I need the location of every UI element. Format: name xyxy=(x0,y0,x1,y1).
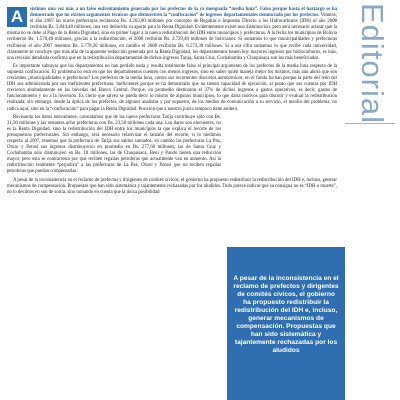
paragraph-text: A pesar de la inconsistencia en el reclamo de prefectos y dirigentes de comités cívicos, el gobierno ha propuesto redistribuir la redistribución del IDH e, incluso, generar mecanismos de compensación. Propuestas que han sido sistemática y tajantemente rechazadas por los aludidos. Todo parece indicar que su consigna no es “IDH o muerte”, no lo decimos en son de sorna, sino tomando en cuenta que la única posibilidad xyxy=(7,177,337,195)
paragraph-lead: sistimos una vez más a un falso enfrentamiento generado por los prefectos de la ya menguada “media luna”. Falso porque hasta el hartazgo se ha demostrado que no existen argumentos técnicos que demuestren la “confiscación” de ingresos departamentales denunciada por los prefectos. xyxy=(30,7,337,19)
section-title: Editorial xyxy=(355,2,390,124)
paragraph-text: Es importante subrayar que los departamentos no han perdido nada y resulta totalmente falso el principal argumento de los prefectos de la media luna respecto de la supuesta confiscación. El problema no está en que los departamentos cuenten con menos ingresos, sino en saber quién maneja mejor los mismos, más aún ahora que son crecientes ¿municipalidades o prefecturas? Los prefectos de la media luna, contra sus recurrentes discursos autonómicos, en el fondo luchan porque la parte del león del IDH sea administrada por sus ineficientes prefecturas. Ineficientes porque se ha demostrado que no tienen capacidad de ejecución, al punto que sus cuentas por IDH crecieron abultadamente en las bóvedas del Banco Central. Porque, en promedio destinaron el 37% de dichos ingresos a gastos operativos, es decir, gastos de funcionamiento y no a la inversión. Es cierto que talvez se pueda decir lo mismo de algunos municipios, lo que daría motivos para discutir y evaluar la redistribución realizada; sin embargo, desde la óptica de los prefectos, de algunos analistas y por supuesto, de los medios de comunicación a su servicio, el meollo del problema, no radica aquí, sino en la “confiscación” para pagar la Renta Dignidad. Posición que a nuestro juicio tampoco tiene asidero. xyxy=(7,63,337,112)
paragraph-2 xyxy=(7,64,337,113)
paragraph-1 xyxy=(7,7,337,62)
paragraph-3 xyxy=(7,115,221,176)
article-body xyxy=(7,7,337,198)
pull-quote: A pesar de la inconsistencia en el reclamo de prefectos y dirigentes de comités cívicos, el gobierno ha propuesto redistribuir la redistribución del IDH e, incluso, generar mecanismos de compensación. Propuestas que han sido sistemática y tajantemente rechazadas por los aludidos xyxy=(227,247,345,400)
paragraph-text: Veamos, el año 2007 las nueve prefecturas recibieron Bs. 4.203,80 millones por concepto de Regalías e Impuesto Directo a los Hidrocarburos (IDH) el año 2008 recibirán Bs. 3.844,48 millones, una vez deducido su aporte para la Renta Dignidad. Evidentemente existe una disminución, pero será necesario aclarar que la misma no se debe al Pago de la Renta Dignidad, sino en primer lugar a la nueva redistribución del IDH entre municipios y prefecturas. A la fecha los municipios de Bolivia recibieron Bs. 1.570,40 millones, gracias a la redistribución, el 2008 recibirán Bs. 2.729,40 millones de bolivianos. Si sumamos lo que municipalidades y prefecturas recibieron el año 2007 tenemos Bs. 5.778,20 millones, en cambio el 2008 recibirán Bs. 6.573,30 millones. Si a esa cifra sumamos lo que recibe cada universidad, claramente se concluye que más allá de la aparente reducción generada por la Renta Dignidad, los departamentos tienen hoy mayores ingresos por hidrocarburos, es más, una revisión detallada confirma que en la redistribución departamental de dichos ingresos Tarija, Santa Cruz, Cochabamba y Chuquisaca son los más beneficiados. xyxy=(7,13,337,61)
paragraph-text: Revisando los datos nuevamente, constatamos que de las nueve prefecturas Tarija contribuye sólo con Bs. 31,50 millones y las restantes ocho prefecturas con Bs. 23,50 millones cada una. Los datos son elocuentes, no es la Renta Dignidad, sino la redistribución del IDH entre los municipios la que explica el recorte de los presupuestos prefecturales. Sin embargo, será necesario relativizar el tamaño del recorte, si lo medimos respecto al 2007, tenemos que la prefectura de Tarija sus saldos sumados, en cambio las prefecturas La Paz, Oruro y Potosí sus ingresos disminuyeron en promedio en Bs. 277,60 millones, las de Santa Cruz y Cochabamba sólo disminuyen en Bs. 18 millones, las de Chuquisaca, Beni y Pando tienen una reducción mayor, pero esta se contrarresta por que reciben regalías petroleras que actualmente van en aumento. Así la redistribución realmente “perjudica” a las prefecturas de La Paz, Oruro y Potosí que no reciben regalías petroleras que puedan compensarlas. xyxy=(7,114,221,175)
dropcap-letter: A xyxy=(7,7,27,27)
section-divider xyxy=(345,123,395,124)
paragraph-4 xyxy=(7,178,337,196)
